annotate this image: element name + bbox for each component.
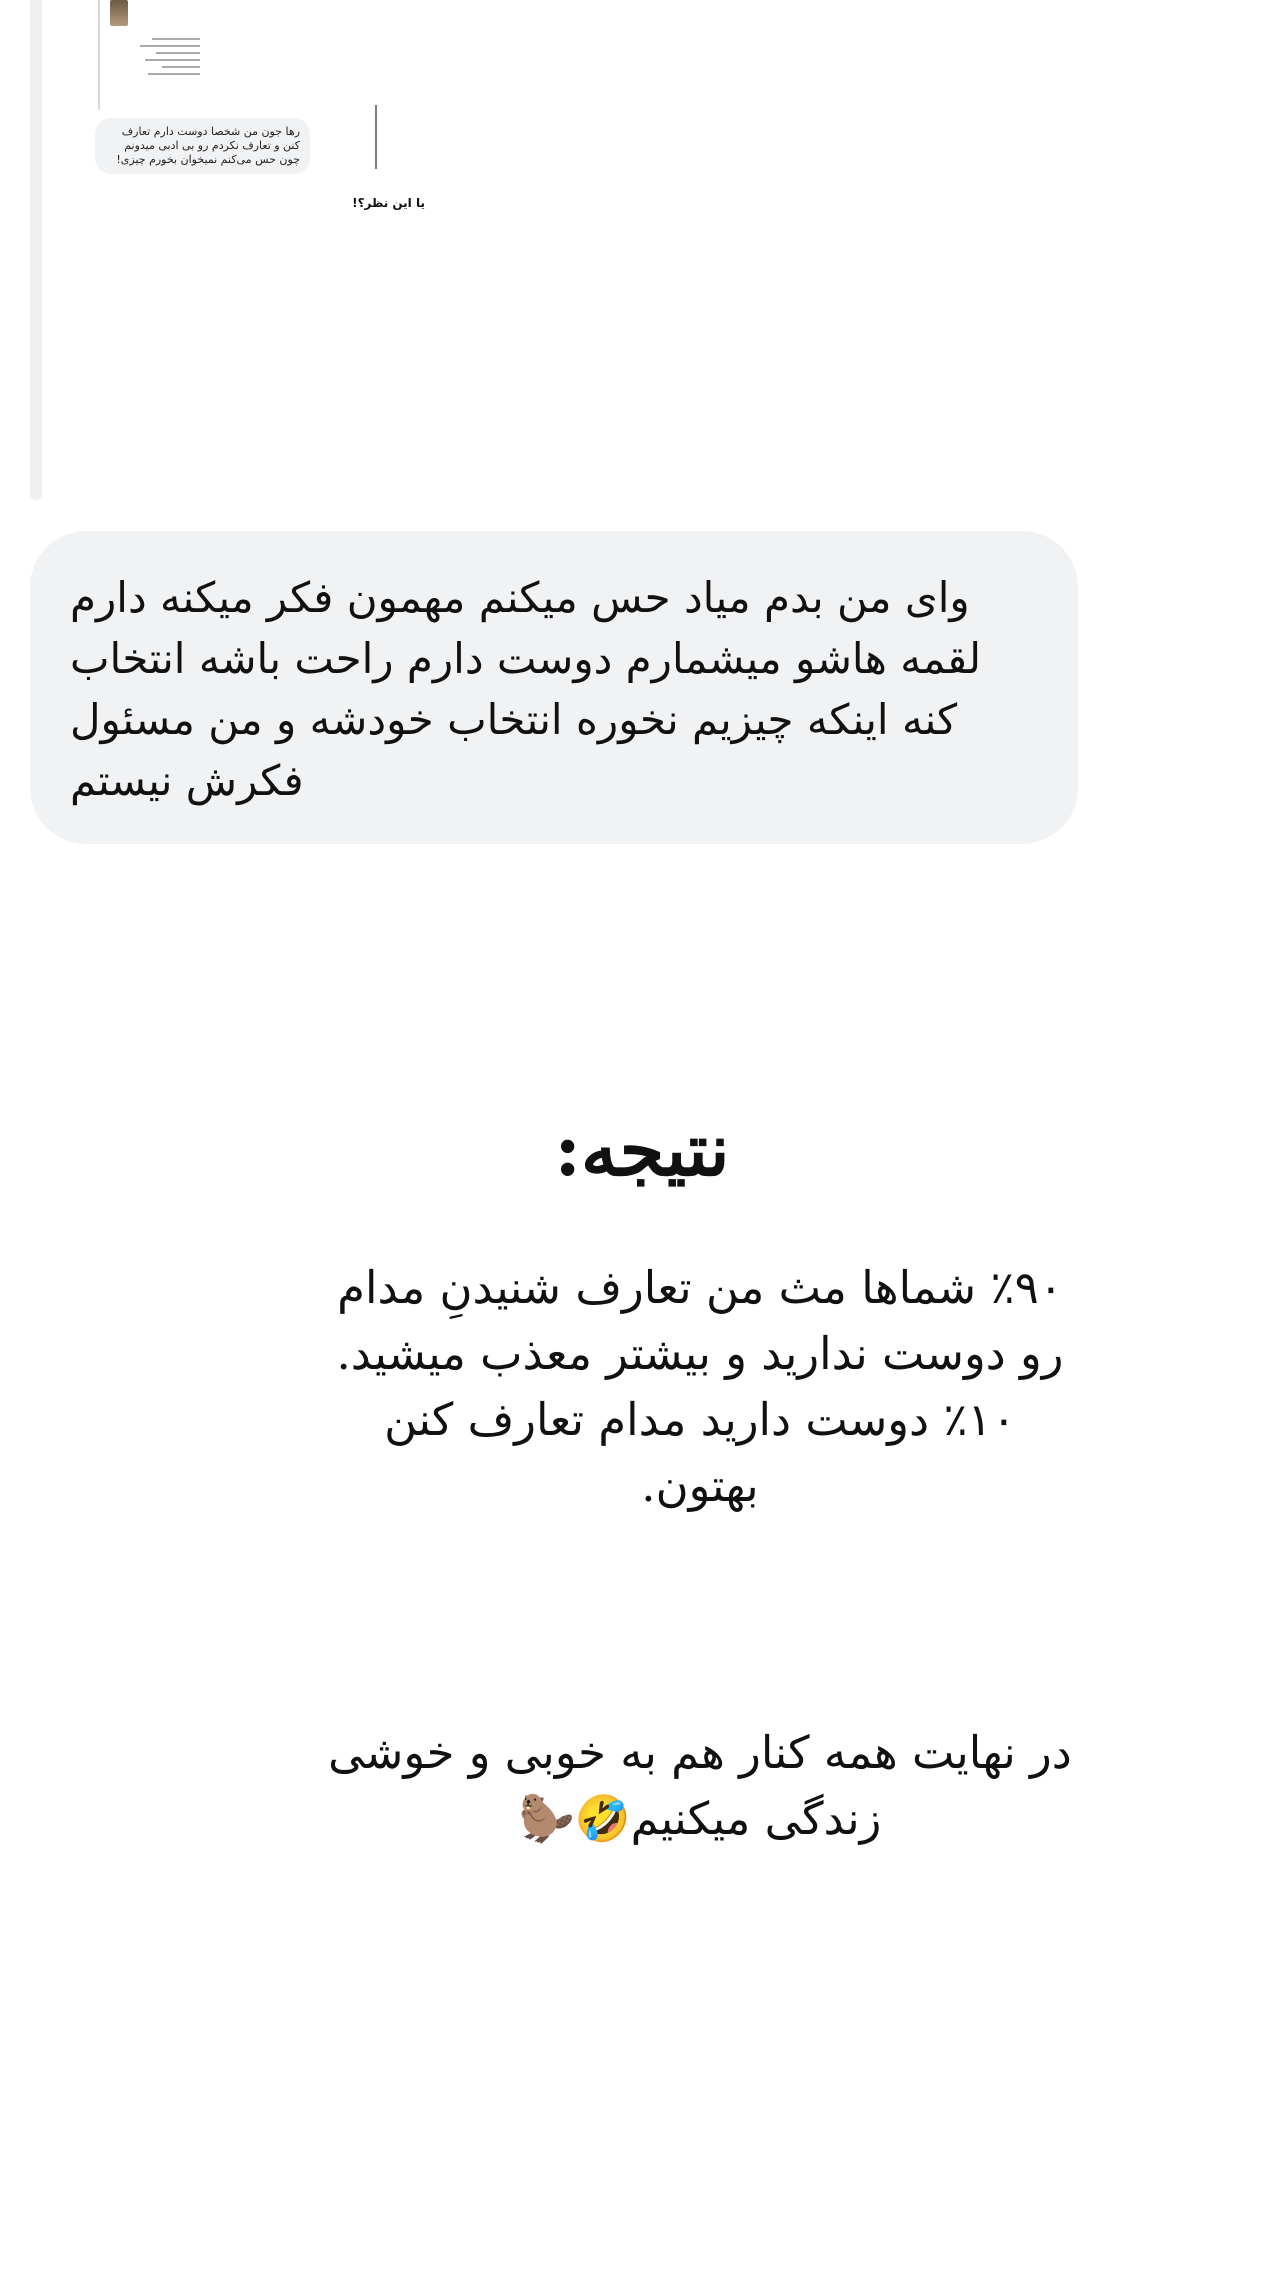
stat-item-90: ٩٠٪ شماها مث من تعارف شنیدنِ مدام رو دوست ندارید و بیشتر معذب میشید. <box>336 1261 1064 1380</box>
quoted-story-bar <box>30 0 42 500</box>
quoted-reply-bubble: رها جون من شخصا دوست دارم تعارف کنن و تعارف نکردم رو بی ادبی میدونم چون حس می‌کنم نمیخوان بخورم چیزی! <box>95 118 310 174</box>
message-bubble[interactable]: وای من بدم میاد حس میکنم مهمون فکر میکنه دارم لقمه هاشو میشمارم دوست دارم راحت باشه انتخاب کنه اینکه چیزیم نخوره انتخاب خودشه و من مسئول فکرش نیستم <box>30 531 1078 844</box>
quoted-reply-text: یا این نظر؟! <box>352 196 425 210</box>
thumbnail-divider <box>98 0 100 110</box>
thumbnail-image <box>110 0 128 26</box>
quoted-divider <box>375 105 377 169</box>
result-title: نتیجه: <box>554 1107 730 1192</box>
quoted-screenshot[interactable] <box>80 0 425 230</box>
result-stats <box>320 1255 1080 1519</box>
thumbnail-text-lines <box>130 38 200 80</box>
closing-message: در نهایت همه کنار هم به خوبی و خوشی زندگی میکنیم🤣🦫 <box>328 1726 1072 1845</box>
stat-item-10: ١٠٪ دوست دارید مدام تعارف کنن بهتون. <box>384 1393 1016 1512</box>
